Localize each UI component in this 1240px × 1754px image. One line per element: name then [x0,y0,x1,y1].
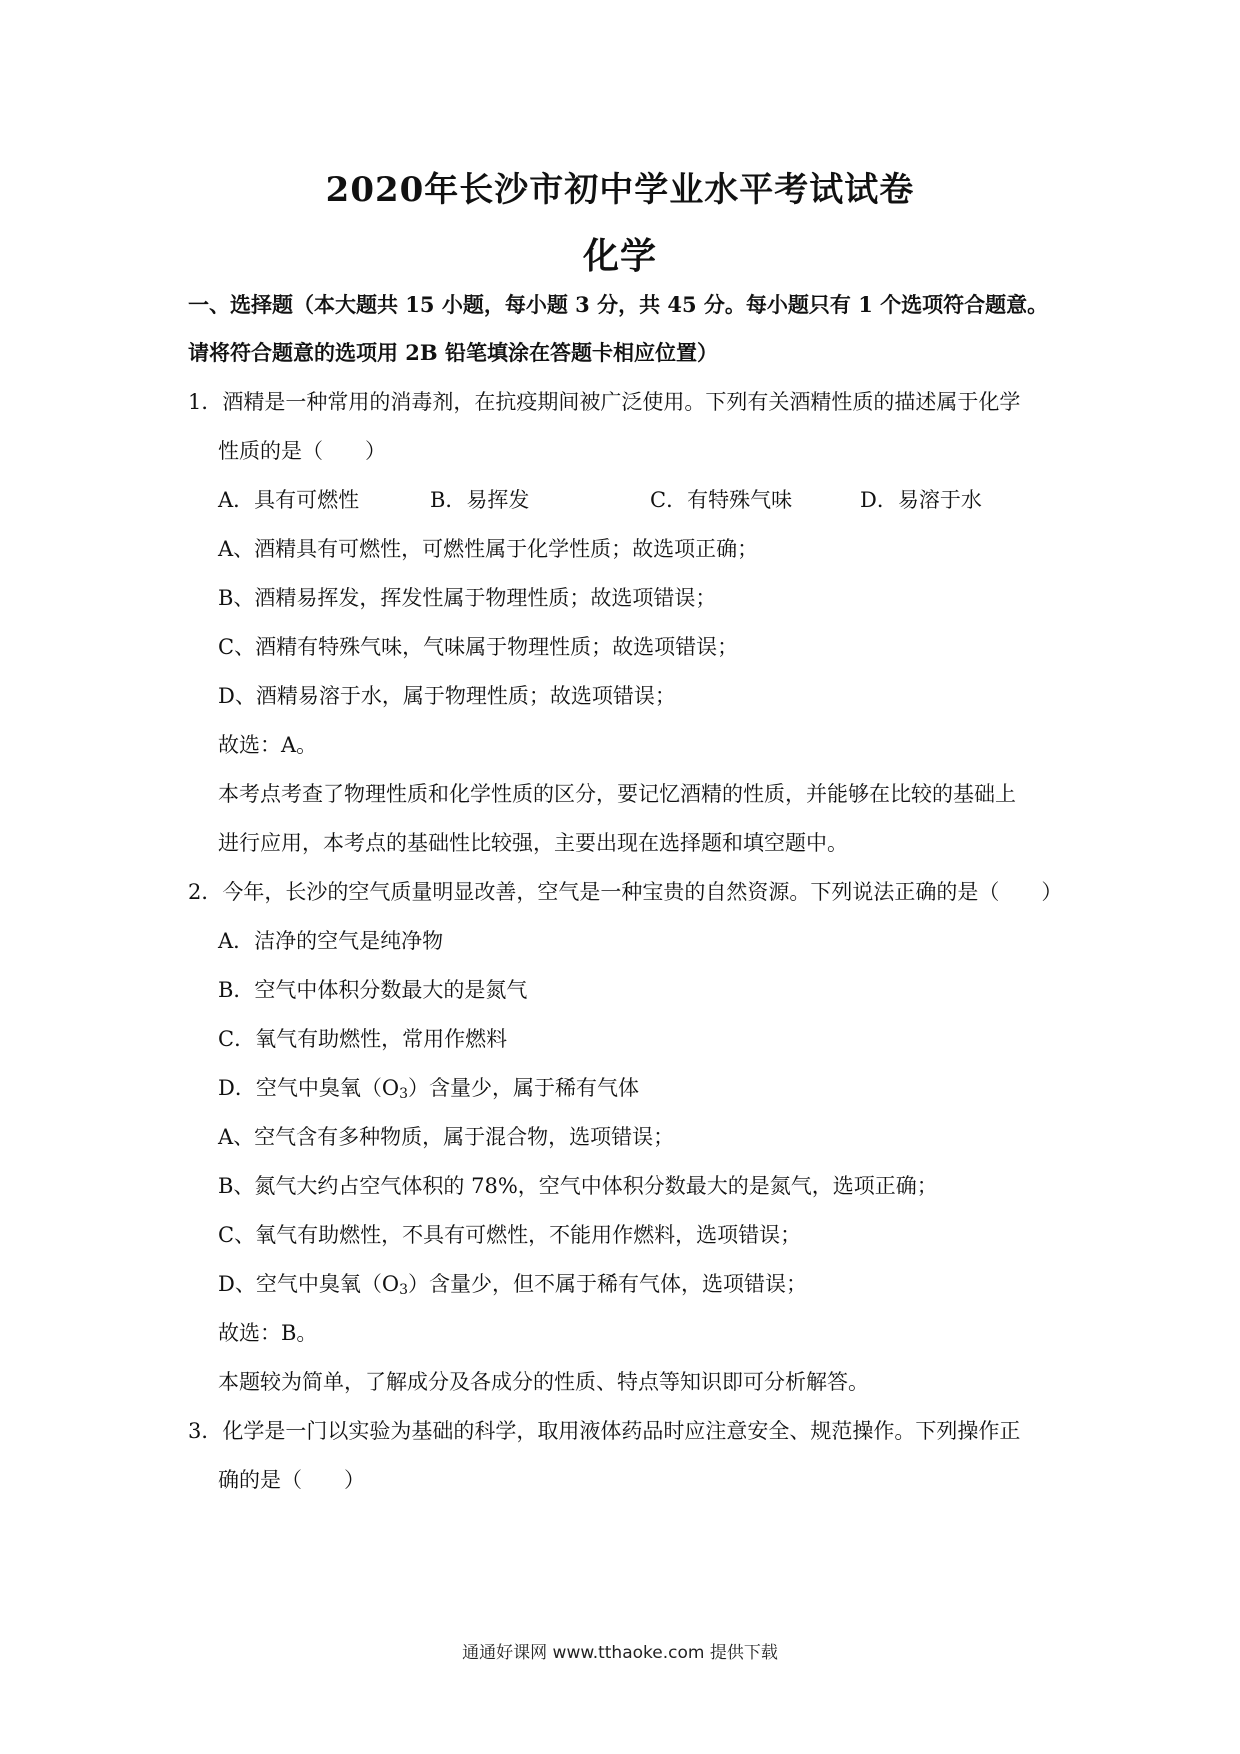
q1-option-d: D．易溶于水 [860,488,982,512]
q1-analysis-a: A、酒精具有可燃性，可燃性属于化学性质；故选项正确； [218,537,759,561]
q2-comment: 本题较为简单，了解成分及各成分的性质、特点等知识即可分析解答。 [218,1370,869,1394]
q2-option-c: C．氧气有助燃性，常用作燃料 [218,1027,508,1051]
q2-analysis-d-post: ）含量少，但不属于稀有气体，选项错误； [407,1272,807,1296]
q2-option-d-sub: 3 [399,1086,408,1102]
q2-answer: 故选：B。 [218,1321,318,1345]
q2-option-b: B．空气中体积分数最大的是氮气 [218,978,528,1002]
q2-option-d-post: ）含量少，属于稀有气体 [407,1076,639,1100]
q1-stem-line2: 性质的是（ ） [218,439,386,463]
q1-option-a: A．具有可燃性 [218,488,360,512]
q2-analysis-d [218,1269,807,1305]
q2-option-a: A．洁净的空气是纯净物 [218,929,444,953]
q1-analysis-c: C、酒精有特殊气味，气味属于物理性质；故选项错误； [218,635,739,659]
q1-comment-line2: 进行应用，本考点的基础性比较强，主要出现在选择题和填空题中。 [218,831,848,855]
q1-analysis-b: B、酒精易挥发，挥发性属于物理性质；故选项错误； [218,586,717,610]
section-heading-line1: 一、选择题（本大题共 15 小题，每小题 3 分，共 45 分。每小题只有 1 个选项符合题意。 [188,292,1049,317]
q2-option-d [218,1073,639,1109]
page-footer: 通通好课网 www.tthaoke.com 提供下载 [462,1643,778,1663]
q3-stem-line1: 3．化学是一门以实验为基础的科学，取用液体药品时应注意安全、规范操作。下列操作正 [188,1419,1021,1443]
q2-analysis-d-sub: 3 [399,1282,408,1298]
q2-analysis-a: A、空气含有多种物质，属于混合物，选项错误； [218,1125,675,1149]
q2-option-d-pre: D．空气中臭氧（O [218,1076,400,1100]
q2-stem: 2．今年，长沙的空气质量明显改善，空气是一种宝贵的自然资源。下列说法正确的是（ ） [188,880,1063,904]
q1-option-b: B．易挥发 [430,488,530,512]
section-heading-line2: 请将符合题意的选项用 2B 铅笔填涂在答题卡相应位置） [188,340,718,365]
q1-option-c: C．有特殊气味 [650,488,793,512]
q1-analysis-d: D、酒精易溶于水，属于物理性质；故选项错误； [218,684,676,708]
q1-answer: 故选：A。 [218,733,318,757]
exam-title: 2020年长沙市初中学业水平考试试卷 [325,170,915,210]
q2-analysis-b: B、氮气大约占空气体积的 78%，空气中体积分数最大的是氮气，选项正确； [218,1174,938,1198]
q2-analysis-d-pre: D、空气中臭氧（O [218,1272,400,1296]
q1-comment-line1: 本考点考查了物理性质和化学性质的区分，要记忆酒精的性质，并能够在比较的基础上 [218,782,1016,806]
q1-stem-line1: 1．酒精是一种常用的消毒剂，在抗疫期间被广泛使用。下列有关酒精性质的描述属于化学 [188,390,1021,414]
q3-stem-line2: 确的是（ ） [218,1468,365,1492]
q2-analysis-c: C、氧气有助燃性，不具有可燃性，不能用作燃料，选项错误； [218,1223,802,1247]
subject-title: 化学 [582,235,657,277]
